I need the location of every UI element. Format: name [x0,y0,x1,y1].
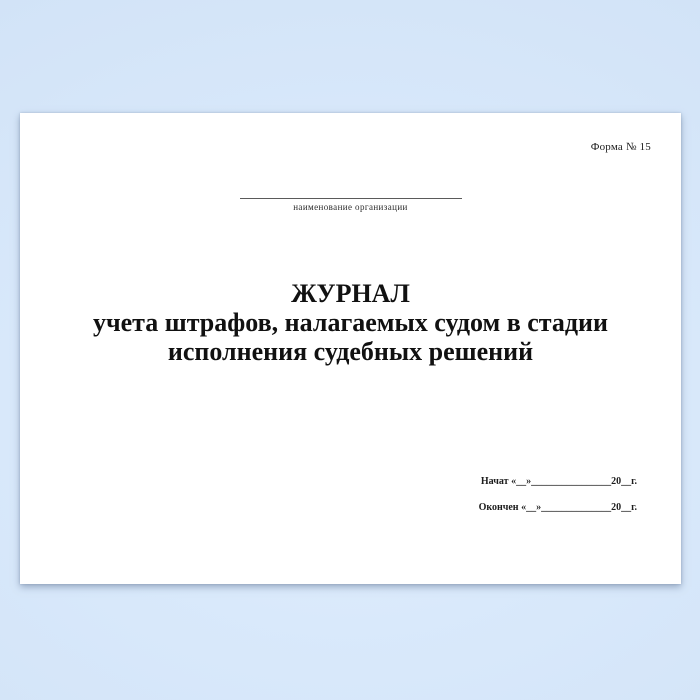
journal-title-line3: исполнения судебных решений [167,337,534,366]
organization-fill-line [240,198,462,199]
journal-cover-page [20,113,681,584]
dates-block [479,469,637,521]
journal-title-line2: учета штрафов, налагаемых судом в стадии [92,308,609,337]
journal-title [20,279,681,366]
date-started-line: Начат «__»________________20__г. [480,476,637,487]
journal-title-line1: ЖУРНАЛ [291,279,410,308]
date-finished-line: Окончен «__»______________20__г. [478,502,637,513]
form-number-label: Форма № 15 [590,141,651,153]
organization-block [240,198,462,212]
organization-caption: наименование организации [293,202,408,212]
